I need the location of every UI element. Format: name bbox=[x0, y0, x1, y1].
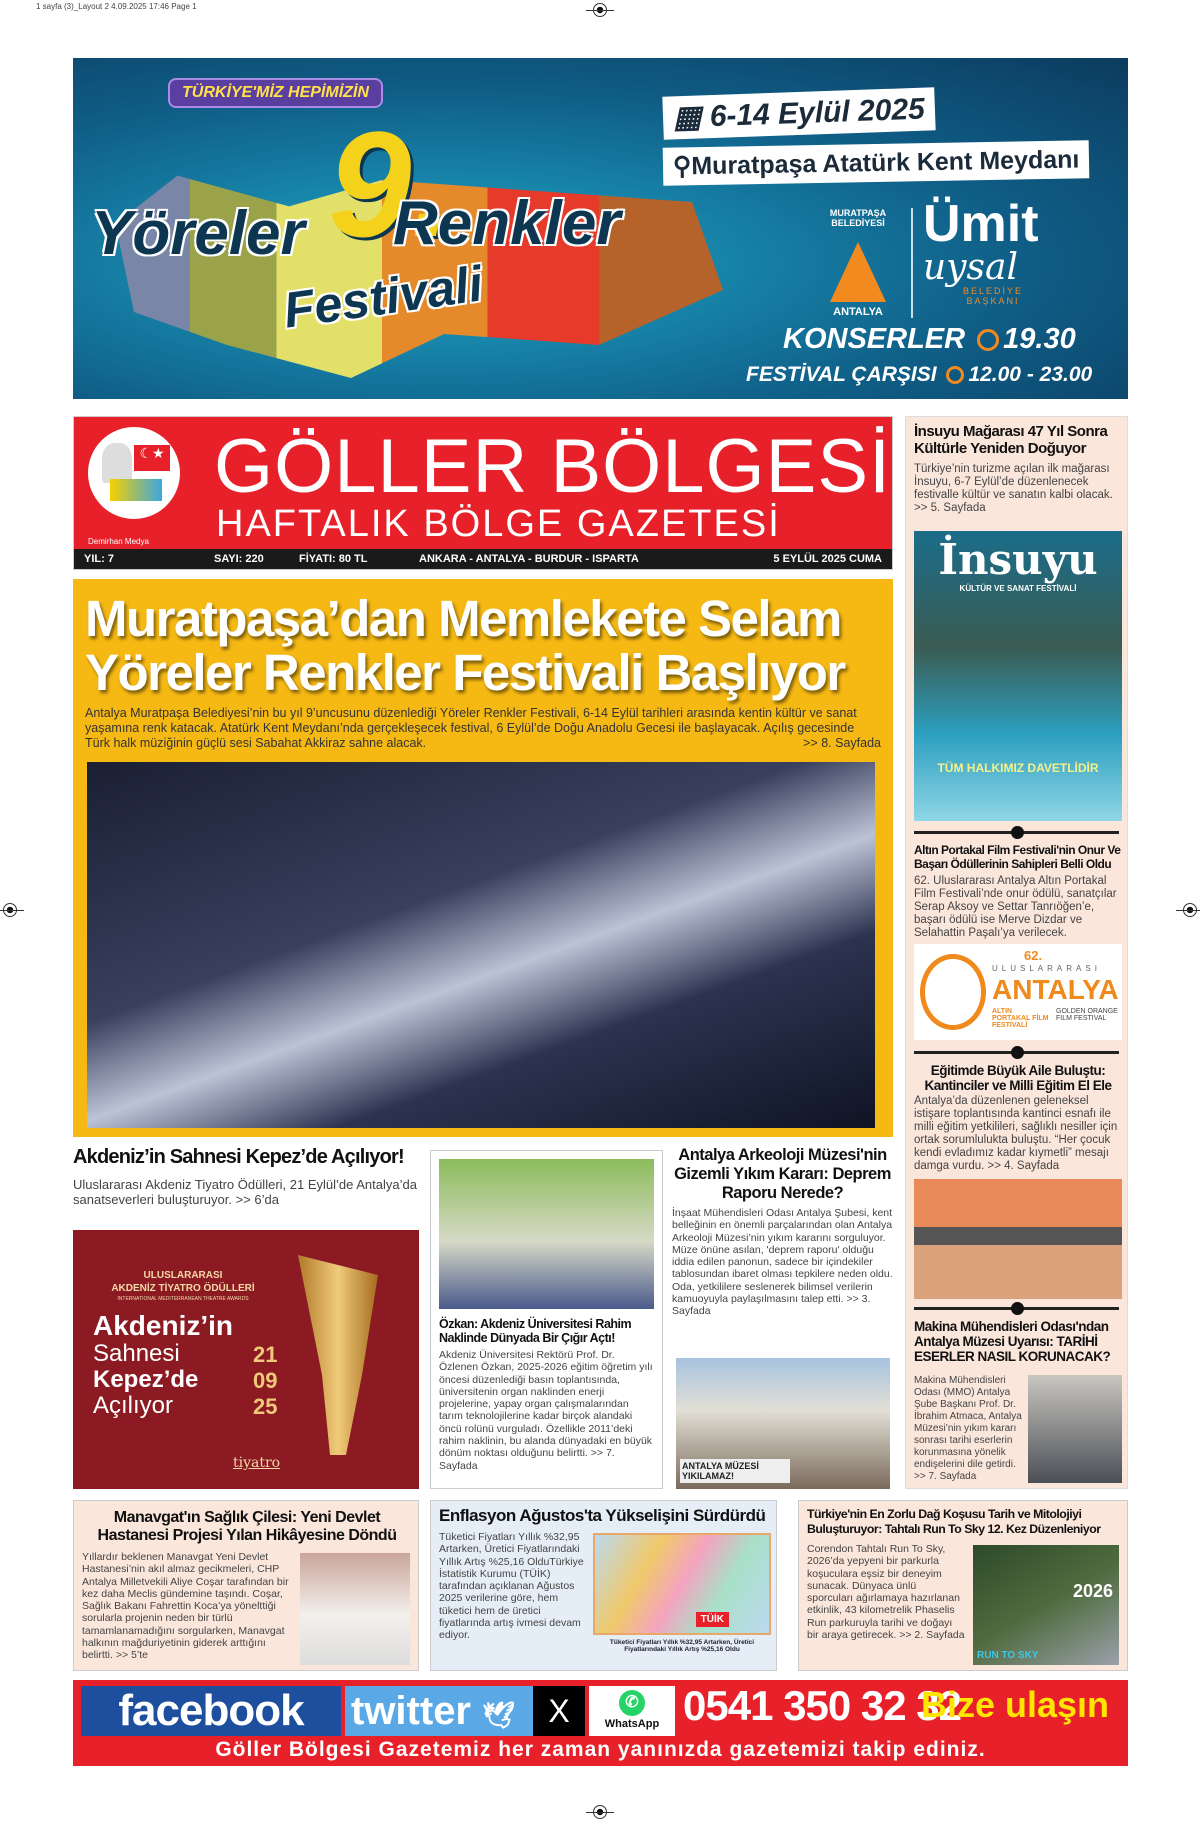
poster-subtitle: KÜLTÜR VE SANAT FESTİVALİ bbox=[959, 584, 1077, 593]
logo-line-1: ULUSLARARASI bbox=[992, 964, 1101, 973]
makina-portrait-photo bbox=[1028, 1375, 1122, 1483]
x-logo[interactable]: X bbox=[533, 1686, 585, 1736]
enflasyon-headline[interactable]: Enflasyon Ağustos'ta Yükselişini Sürdürdü bbox=[439, 1506, 766, 1525]
main-story-body bbox=[85, 706, 881, 751]
registration-mark-icon bbox=[1183, 903, 1197, 917]
mayor-first-name: Ümit bbox=[923, 195, 1039, 253]
poster-date bbox=[253, 1342, 277, 1420]
issue-info-strip bbox=[74, 549, 892, 569]
ozkan-body: Akdeniz Üniversitesi Rektörü Prof. Dr. Özlenen Özkan, 2025-2026 eğitim öğretim yılı öncesi düzenlediği basın toplantısında, üniversitenin organ naklinden enerji projelerine, yapay organ çalışmalarından tarım teknolojilerine kadar birçok alandaki öncü rolünü vurguladı. Özellikle 2011’deki rahim naklinin, bu alanda dünyadaki en büyük dönüm noktası olduğunu belirtti. >> 7. Sayfada bbox=[439, 1349, 653, 1472]
festival-title-2: Renkler bbox=[393, 189, 621, 258]
bazaar-label: FESTİVAL ÇARŞISI bbox=[746, 363, 937, 386]
location-pin-icon: ⚲ bbox=[672, 152, 692, 181]
right-news-column bbox=[905, 416, 1128, 1489]
twitter-bird-icon: 🕊 bbox=[482, 1700, 516, 1730]
poster-line-3: INTERNATIONAL MEDITERRANEAN THEATRE AWARDS bbox=[117, 1296, 249, 1302]
egitim-body: Antalya’da düzenlenen geleneksel istişare toplantısında kantinci esnafı ile milli eğitim yetkilileri, sağlıklı nesiller için ortak sorumlulukta buluştu. “Her çocuk kendi evladımız kadar kıymetli” mesajı damga vurdu. >> 4. Sayfada bbox=[914, 1095, 1118, 1172]
registration-mark-icon bbox=[3, 903, 17, 917]
section-divider bbox=[914, 831, 1119, 834]
poster-year: 25 bbox=[253, 1394, 278, 1419]
akdeniz-poster bbox=[73, 1230, 419, 1489]
logo-divider bbox=[911, 208, 913, 318]
tuik-logo: TÜİK bbox=[696, 1612, 729, 1627]
logo-line-2: ANTALYA bbox=[992, 974, 1119, 1005]
makina-body: Makina Mühendisleri Odası (MMO) Antalya Şube Başkanı Prof. Dr. İbrahim Atmaca, Antalya Müzesi’nin yıkım kararı sonrası tarihi eserlerin korunmasına yönelik endişelerini dile getirdi. >> 7. Sayfada bbox=[914, 1375, 1022, 1482]
issue-number: SAYI: 220 bbox=[214, 553, 264, 565]
arkeoloji-story bbox=[672, 1146, 893, 1489]
manavgat-headline[interactable]: Manavgat'ın Sağlık Çilesi: Yeni Devlet Hastanesi Projesi Yılan Hikâyesine Döndü bbox=[97, 1509, 397, 1544]
arkeoloji-protest-photo bbox=[676, 1358, 890, 1489]
print-slug: 1 sayfa (3)_Layout 2 4.09.2025 17:46 Page 1 bbox=[36, 2, 197, 11]
festival-dates-text: 6-14 Eylül 2025 bbox=[709, 92, 926, 134]
mayor-last-name: uysal bbox=[923, 247, 1018, 288]
poster-title: İnsuyu bbox=[938, 535, 1098, 584]
orange-statue-icon bbox=[920, 954, 986, 1030]
insuyu-headline[interactable]: İnsuyu Mağarası 47 Yıl Sonra Kültürle Yeniden Doğuyor bbox=[914, 423, 1108, 457]
contact-phone[interactable]: 0541 350 32 32 bbox=[683, 1682, 961, 1729]
logo-owner: Demirhan Medya bbox=[88, 537, 149, 546]
insuyu-body: Türkiye’nin turizme açılan ilk mağarası İnsuyu, 6-7 Eylül’de düzenlenecek festivalle kültür ve sanatın kalbi olacak. >> 5. Sayfada bbox=[914, 463, 1113, 514]
logo-line-4: GOLDEN ORANGE FILM FESTIVAL bbox=[1056, 1008, 1118, 1022]
enflasyon-story bbox=[430, 1500, 777, 1671]
municipality-city: ANTALYA bbox=[833, 306, 883, 318]
twitter-label: twitter bbox=[351, 1689, 471, 1733]
facebook-logo[interactable]: facebook bbox=[81, 1686, 341, 1736]
issue-year: YIL: 7 bbox=[84, 553, 114, 565]
clock-icon bbox=[977, 329, 999, 351]
poster-word-4: Açılıyor bbox=[93, 1392, 174, 1419]
issue-cities: ANKARA - ANTALYA - BURDUR - ISPARTA bbox=[419, 553, 639, 565]
calendar-icon: ▦ bbox=[672, 100, 711, 135]
ozkan-headline[interactable]: Özkan: Akdeniz Üniversitesi Rahim Naklinde Dünyada Bir Çığır Açtı! bbox=[439, 1317, 632, 1345]
akdeniz-body: Uluslararası Akdeniz Tiyatro Ödülleri, 21 Eylül’de Antalya’da sanatseverleri buluşturuyor. >> 6’da bbox=[73, 1177, 417, 1207]
flag-icon: ☾★ bbox=[134, 445, 170, 471]
turkey-inflation-map bbox=[593, 1533, 771, 1635]
poster-line-2: AKDENİZ TİYATRO ÖDÜLLERİ bbox=[111, 1283, 255, 1294]
manavgat-photo bbox=[300, 1553, 410, 1665]
whatsapp-phone-icon: ✆ bbox=[619, 1690, 645, 1716]
region-map-graphic bbox=[110, 479, 162, 501]
masthead-title: GÖLLER BÖLGESİ bbox=[214, 424, 892, 509]
clock-icon bbox=[946, 366, 964, 384]
section-divider bbox=[914, 1307, 1119, 1310]
altin-portakal-body: 62. Uluslararası Antalya Altın Portakal Film Festivali’nde onur ödülü, sanatçılar Serap Aksoy ve Settar Tanrıöğen’e, başarı ödülü ise Merve Dizdar ve Selahattin Paşalı’ya verilecek. bbox=[914, 875, 1117, 939]
festival-title-3: Festivali bbox=[280, 255, 487, 339]
akdeniz-story bbox=[73, 1146, 419, 1489]
egitim-photo bbox=[914, 1179, 1122, 1299]
ozkan-story bbox=[430, 1150, 663, 1489]
main-story-text: Antalya Muratpaşa Belediyesi’nin bu yıl 9’uncusunu düzenlediği Yöreler Renkler Festivali, 6-14 Eylül tarihleri arasında kentin kültür ve sanat yaşamına renk katacak. Atatürk Kent Meydanı’nda gerçekleşecek festival, 6 Eylül’de Doğu Anadolu Gecesi ile başlayacak. Açılış gecesinde Türk halk müziğinin güçlü sesi Sabahat Akkiraz sahne alacak. bbox=[85, 706, 857, 750]
festival-title-1: Yöreler bbox=[91, 199, 305, 268]
newspaper-logo bbox=[86, 425, 182, 521]
runtosky-headline[interactable]: Türkiye'nin En Zorlu Dağ Koşusu Tarih ve Mitolojiyi Buluşturuyor: Tahtalı Run To Sky 12. Kez Düzenleniyor bbox=[807, 1507, 1101, 1536]
festival-number: 9. bbox=[328, 100, 454, 268]
social-media-banner bbox=[73, 1680, 1128, 1766]
poster-footer: TÜM HALKIMIZ DAVETLİDİR bbox=[937, 761, 1099, 775]
footer-tagline: Göller Bölgesi Gazetemiz her zaman yanınızda gazetemizi takip ediniz. bbox=[215, 1738, 986, 1761]
manavgat-body: Yıllardır beklenen Manavgat Yeni Devlet Hastanesi’nin akıl almaz gecikmeleri, CHP Antalya Milletvekili Aliye Coşar tarafından bir kez daha Meclis gündemine taşındı. Coşar, Sağlık Bakanı Fahrettin Koca’ya yönelttiği sorularla projenin neden bir türlü tamamlanamadığını sorgularken, Manavgat halkının mağduriyetinin giderek arttığını belirtti. >> 5’te bbox=[82, 1551, 289, 1662]
contact-cta: Bize ulaşın bbox=[921, 1684, 1110, 1725]
runtosky-story bbox=[798, 1500, 1128, 1671]
manavgat-story bbox=[73, 1500, 419, 1671]
issue-date: 5 EYLÜL 2025 CUMA bbox=[773, 553, 882, 565]
mayor-title: BELEDİYE BAŞKANI bbox=[962, 286, 1024, 306]
altin-portakal-logo bbox=[914, 944, 1122, 1040]
egitim-headline[interactable]: Eğitimde Büyük Aile Buluştu: Kantinciler ve Milli Eğitim El Ele bbox=[924, 1063, 1112, 1093]
muratpasa-municipality-logo bbox=[813, 208, 903, 318]
runtosky-body: Corendon Tahtalı Run To Sky, 2026’da yepyeni bir parkurla koşuculara eşsiz bir deneyim sunacak. Dünyaca ünlü sporcuları ağırlamaya hazırlanan etkinlik, 43 kilometrelik Phaselis Run parkuruyla tarihi ve doğayı bir araya getirecek. >> 2. Sayfada bbox=[807, 1543, 965, 1642]
concerts-label: KONSERLER bbox=[783, 323, 966, 355]
mayor-signature bbox=[923, 195, 1039, 306]
portrait-graphic bbox=[102, 443, 132, 483]
theatre-mask-trophy-icon bbox=[298, 1255, 378, 1455]
festival-dates bbox=[662, 87, 935, 139]
insuyu-poster bbox=[914, 531, 1122, 821]
registration-mark-icon bbox=[593, 1805, 607, 1819]
festival-tagline: TÜRKİYE'MİZ HEPİMİZİN bbox=[168, 78, 383, 108]
masthead-subtitle: HAFTALIK BÖLGE GAZETESİ bbox=[216, 503, 781, 545]
poster-day: 21 bbox=[253, 1342, 278, 1367]
enflasyon-map-caption: Tüketici Fiyatları Yıllık %32,95 Artarken, Üretici Fiyatlarındaki Yıllık Artış %25,16 Oldu bbox=[609, 1639, 755, 1653]
akdeniz-headline[interactable]: Akdeniz’in Sahnesi Kepez’de Açılıyor! bbox=[73, 1146, 404, 1168]
municipality-name: MURATPAŞA BELEDİYESİ bbox=[829, 208, 887, 228]
whatsapp-label: WhatsApp bbox=[604, 1718, 660, 1730]
festival-venue bbox=[663, 140, 1090, 185]
poster-brand: tiyatro bbox=[233, 1455, 281, 1471]
main-headline-line-2: Yöreler Renkler Festivali Başlıyor bbox=[85, 644, 845, 701]
poster-line-1: ULUSLARARASI bbox=[143, 1270, 223, 1281]
main-headline-line-1: Muratpaşa’dan Memlekete Selam bbox=[85, 590, 841, 647]
runtosky-poster bbox=[973, 1545, 1119, 1665]
altin-portakal-headline[interactable]: Altın Portakal Film Festivali'nin Onur Ve Başarı Ödüllerinin Sahipleri Belli Oldu bbox=[914, 843, 1121, 871]
poster-word-1: Akdeniz’in bbox=[93, 1310, 234, 1341]
festival-venue-text: Muratpaşa Atatürk Kent Meydanı bbox=[691, 145, 1080, 181]
poster-year: 2026 bbox=[1072, 1581, 1113, 1601]
arkeoloji-body: İnşaat Mühendisleri Odası Antalya Şubesi, kent belleğinin en önemli parçalarından olan Antalya Arkeoloji Müzesi’nin yıkım kararını sorguluyor. Müze önüne asılan, 'deprem raporu' olduğu iddia edilen panonun, sadece bir içindekiler tablosundan ibaret olması tepkilere neden oldu. Oda, yetkililere seslenerek bilimsel verilerin kamuoyuyla paylaşılmasını talep etti. >> 3. Sayfada bbox=[672, 1207, 893, 1318]
poster-month: 09 bbox=[253, 1368, 278, 1393]
main-story bbox=[73, 579, 893, 1137]
poster-word-2: Sahnesi bbox=[93, 1340, 180, 1367]
arkeoloji-headline[interactable]: Antalya Arkeoloji Müzesi'nin Gizemli Yıkım Kararı: Deprem Raporu Nerede? bbox=[674, 1146, 891, 1202]
logo-number: 62. bbox=[1024, 948, 1043, 963]
poster-brand: RUN TO SKY bbox=[977, 1650, 1039, 1661]
main-story-page-ref[interactable]: >> 8. Sayfada bbox=[803, 736, 881, 750]
section-divider bbox=[914, 1051, 1119, 1054]
main-story-photo bbox=[87, 762, 875, 1128]
concerts-time bbox=[783, 323, 1076, 356]
makina-headline[interactable]: Makina Mühendisleri Odası'ndan Antalya Müzesi Uyarısı: TARİHİ ESERLER NASIL KORUNACAK? bbox=[914, 1319, 1111, 1364]
protest-banner-text: ANTALYA MÜZESİ YIKILAMAZ! bbox=[680, 1459, 790, 1483]
concerts-time-value: 19.30 bbox=[1003, 323, 1076, 355]
festival-ad-banner bbox=[73, 58, 1128, 399]
poster-word-3: Kepez’de bbox=[93, 1366, 199, 1393]
municipality-emblem-icon bbox=[830, 242, 886, 302]
registration-mark-icon bbox=[593, 3, 607, 17]
logo-line-3: ALTIN PORTAKAL FİLM FESTİVALİ bbox=[992, 1008, 1049, 1029]
newspaper-masthead bbox=[73, 416, 893, 570]
issue-price: FİYATI: 80 TL bbox=[299, 553, 368, 565]
twitter-logo[interactable] bbox=[345, 1686, 541, 1736]
whatsapp-logo[interactable] bbox=[589, 1686, 675, 1736]
enflasyon-body: Tüketici Fiyatları Yıllık %32,95 Artarken, Üretici Fiyatlarındaki Yıllık Artış %25,16 OlduTürkiye İstatistik Kurumu (TÜİK) tarafından açıklanan Ağustos 2025 verilerine göre, hem tüketici hem de üretici fiyatlarında artış ivmesi devam ediyor. bbox=[439, 1531, 584, 1642]
bazaar-time bbox=[746, 363, 1092, 387]
ozkan-photo bbox=[439, 1159, 654, 1309]
bazaar-time-value: 12.00 - 23.00 bbox=[968, 363, 1093, 386]
